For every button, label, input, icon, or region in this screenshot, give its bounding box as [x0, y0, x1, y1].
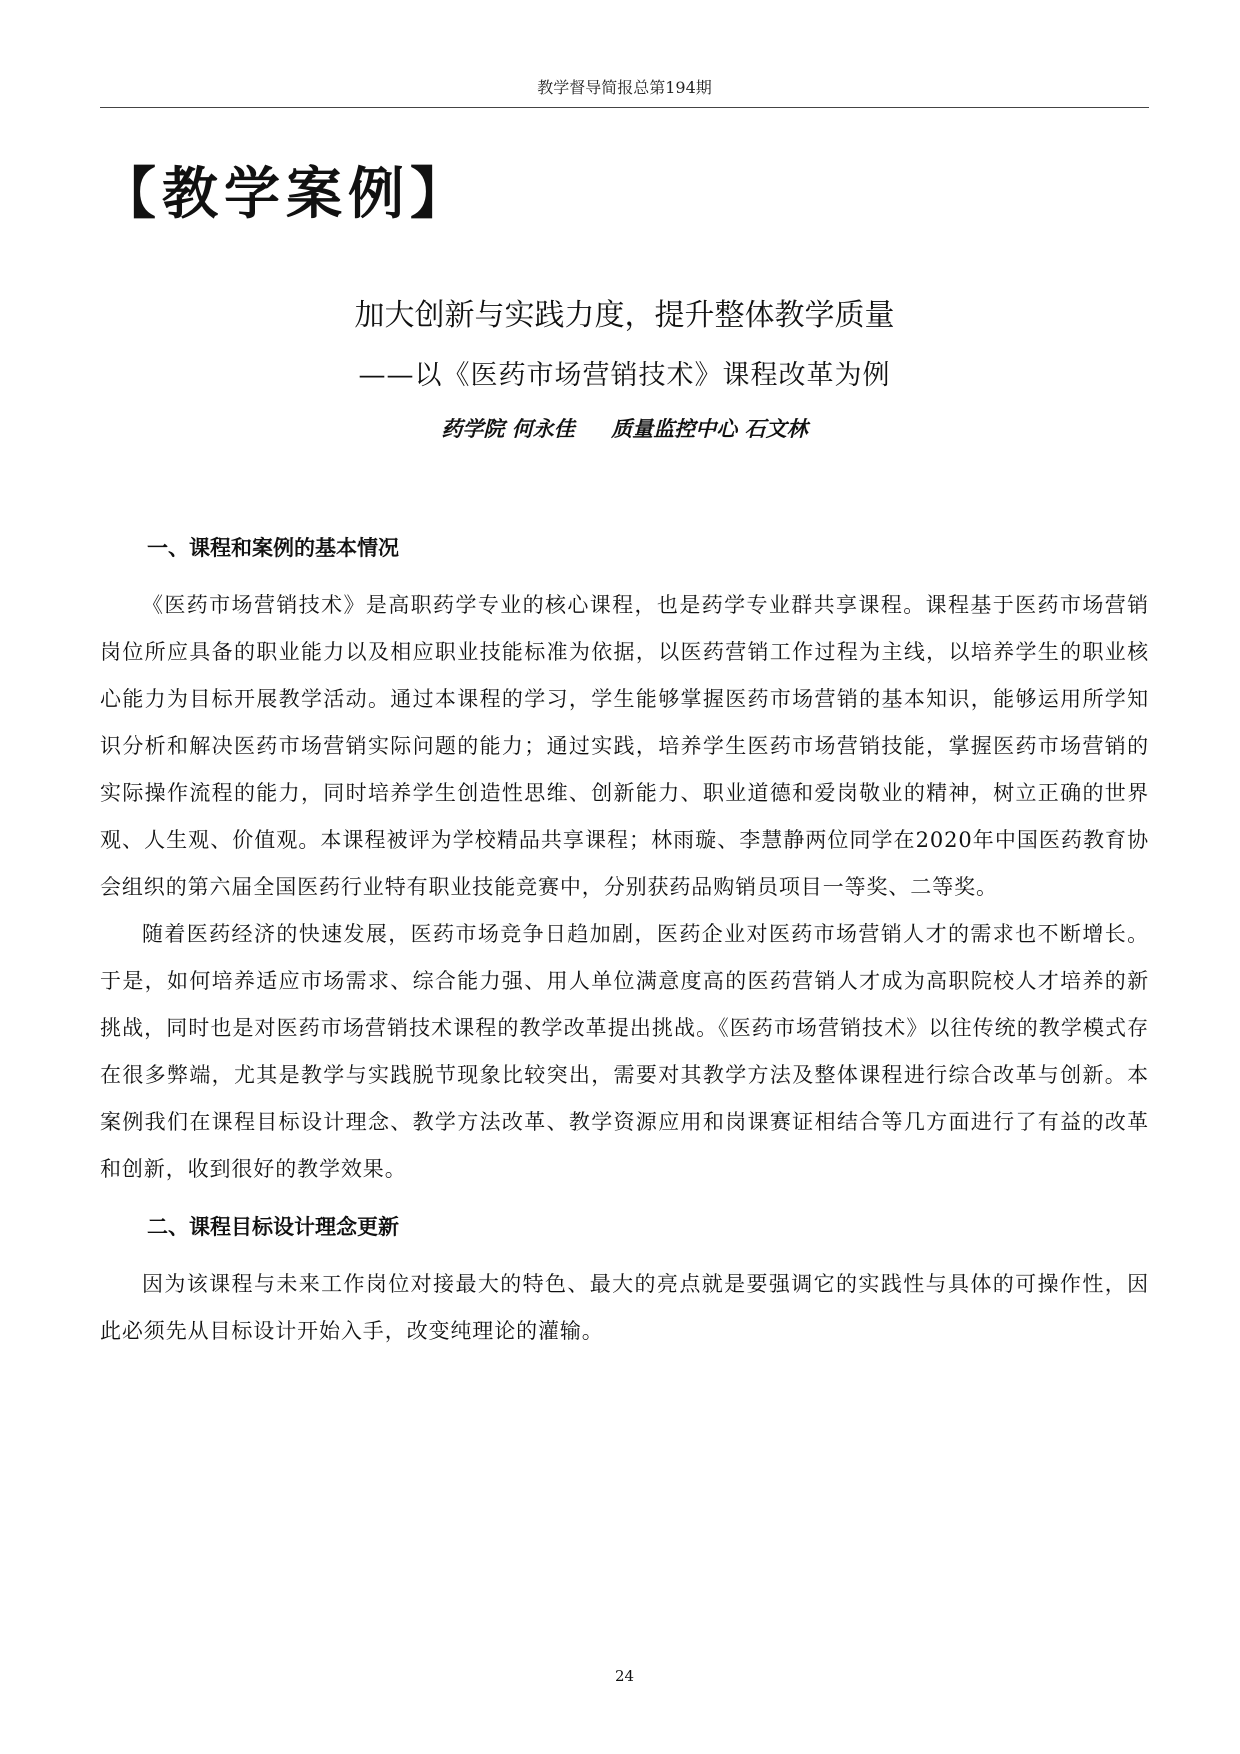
paragraph: 《医药市场营销技术》是高职药学专业的核心课程，也是药学专业群共享课程。课程基于医药市场营销岗位所应具备的职业能力以及相应职业技能标准为依据，以医药营销工作过程为主线，以培养学生的职业核心能力为目标开展教学活动。通过本课程的学习，学生能够掌握医药市场营销的基本知识，能够运用所学知识分析和解决医药市场营销实际问题的能力；通过实践，培养学生医药市场营销技能，掌握医药市场营销的实际操作流程的能力，同时培养学生创造性思维、创新能力、职业道德和爱岗敬业的精神，树立正确的世界观、人生观、价值观。本课程被评为学校精品共享课程；林雨璇、李慧静两位同学在2020年中国医药教育协会组织的第六届全国医药行业特有职业技能竞赛中，分别获药品购销员项目一等奖、二等奖。 [100, 593, 1149, 899]
author-line: 药学院 何永佳 质量监控中心 石文林 [441, 416, 808, 441]
section-banner: 【教学案例】 [100, 162, 472, 227]
article-body [100, 534, 1149, 1355]
paragraph: 随着医药经济的快速发展，医药市场竞争日趋加剧，医药企业对医药市场营销人才的需求也不断增长。于是，如何培养适应市场需求、综合能力强、用人单位满意度高的医药营销人才成为高职院校人才培养的新挑战，同时也是对医药市场营销技术课程的教学改革提出挑战。《医药市场营销技术》以往传统的教学模式存在很多弊端，尤其是教学与实践脱节现象比较突出，需要对其教学方法及整体课程进行综合改革与创新。本案例我们在课程目标设计理念、教学方法改革、教学资源应用和岗课赛证相结合等几方面进行了有益的改革和创新，收到很好的教学效果。 [100, 922, 1149, 1181]
page-number: 24 [614, 1667, 635, 1685]
section-heading-2: 二、课程目标设计理念更新 [147, 1215, 399, 1239]
paragraph: 因为该课程与未来工作岗位对接最大的特色、最大的亮点就是要强调它的实践性与具体的可操作性，因此必须先从目标设计开始入手，改变纯理论的灌输。 [100, 1272, 1149, 1343]
running-header: 教学督导简报总第194期 [537, 78, 712, 97]
header-rule [100, 107, 1149, 108]
section-heading-1: 一、课程和案例的基本情况 [147, 536, 399, 560]
article-title: 加大创新与实践力度，提升整体教学质量 [354, 298, 895, 333]
article-subtitle: ——以《医药市场营销技术》课程改革为例 [358, 360, 891, 391]
